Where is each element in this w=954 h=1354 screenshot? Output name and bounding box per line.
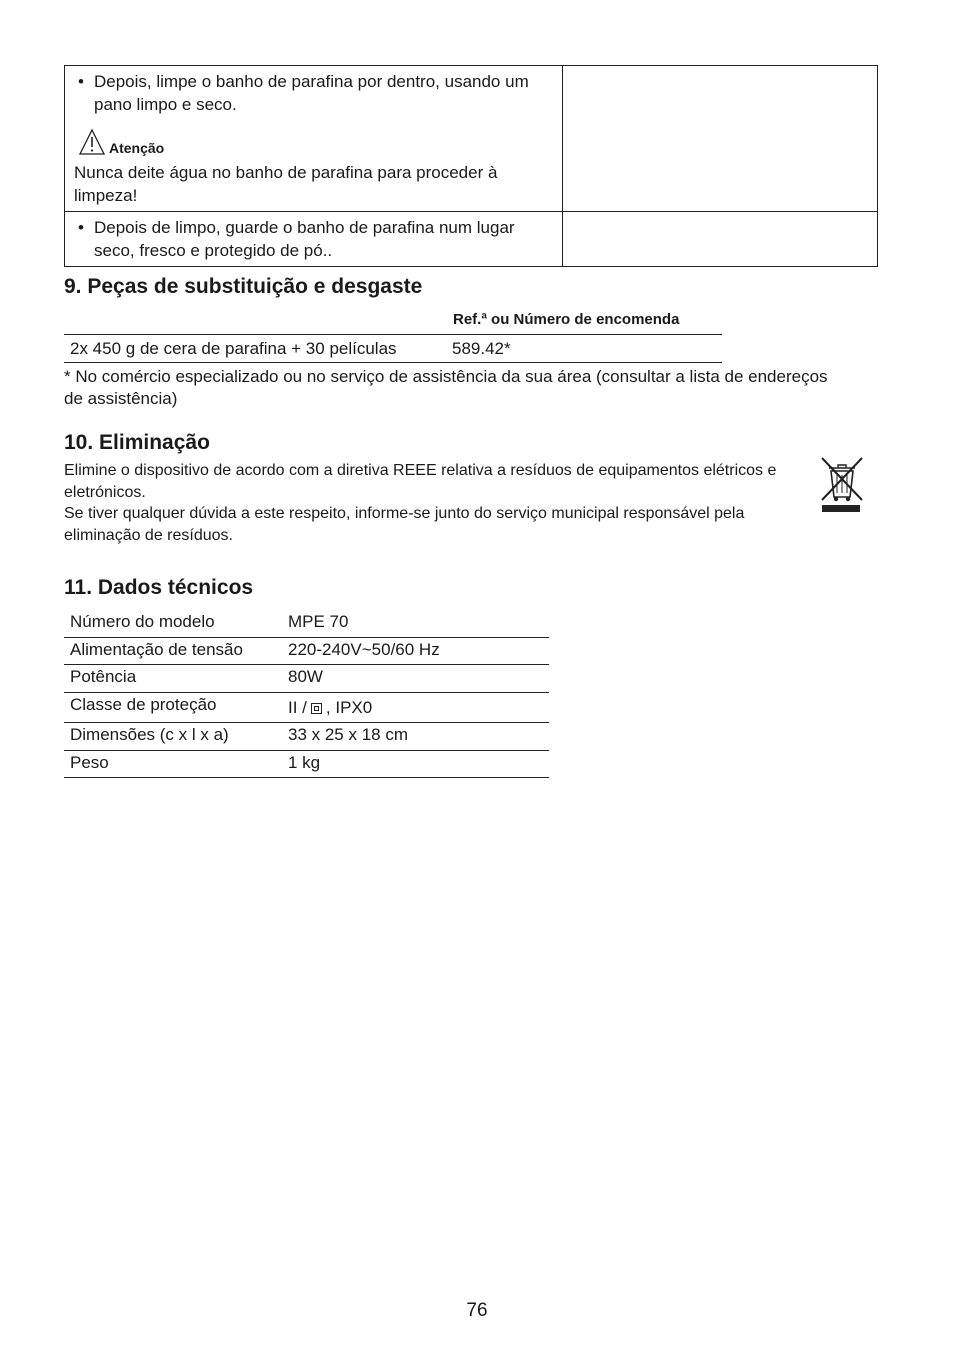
parts-col-header: Ref.ª ou Número de encomenda <box>453 311 680 328</box>
table-row: Classe de proteção II / , IPX0 <box>64 693 549 723</box>
section-9-title: 9. Peças de substituição e desgaste <box>64 275 423 298</box>
protection-class-ii-icon <box>311 703 322 714</box>
table-row: Alimentação de tensão 220-240V~50/60 Hz <box>64 638 549 665</box>
table-divider-horizontal <box>65 211 877 212</box>
parts-footnote: * No comércio especializado ou no serviço de assistência da sua área (consultar a lista de endereços de assistência) <box>64 367 828 408</box>
table-row: Número do modelo MPE 70 <box>64 610 549 638</box>
parts-item: 2x 450 g de cera de parafina + 30 películas <box>70 339 397 358</box>
warning-heading <box>78 128 164 156</box>
disposal-text-1: Elimine o dispositivo de acordo com a diretiva REEE relativa a resíduos de equipamentos elétricos e eletrónicos. <box>64 462 777 501</box>
warning-triangle-icon <box>78 128 106 156</box>
tech-specs-table <box>64 610 549 778</box>
cleaning-table <box>64 65 878 267</box>
table-row: Peso 1 kg <box>64 751 549 778</box>
cleaning-bullet-1: • Depois, limpe o banho de parafina por dentro, usando um pano limpo e seco. <box>78 72 529 114</box>
section-10-title: 10. Eliminação <box>64 431 210 454</box>
table-row: Potência 80W <box>64 665 549 693</box>
table-row: Dimensões (c x l x a) 33 x 25 x 18 cm <box>64 723 549 751</box>
parts-table-header <box>64 310 722 335</box>
cleaning-bullet-2: • Depois de limpo, guarde o banho de parafina num lugar seco, fresco e protegido de pó.. <box>78 218 515 260</box>
warning-label: Atenção <box>109 140 165 156</box>
parts-ref: 589.42* <box>452 339 511 358</box>
section-11-title: 11. Dados técnicos <box>64 576 254 599</box>
warning-text: Nunca deite água no banho de parafina para proceder à limpeza! <box>74 163 498 205</box>
disposal-text-2: Se tiver qualquer dúvida a este respeito, informe-se junto do serviço municipal responsável pela eliminação de resíduos. <box>64 505 745 544</box>
weee-crossed-bin-icon <box>818 455 866 515</box>
page-number: 76 <box>466 1300 488 1321</box>
table-divider-vertical <box>562 66 563 266</box>
table-row <box>64 336 722 363</box>
